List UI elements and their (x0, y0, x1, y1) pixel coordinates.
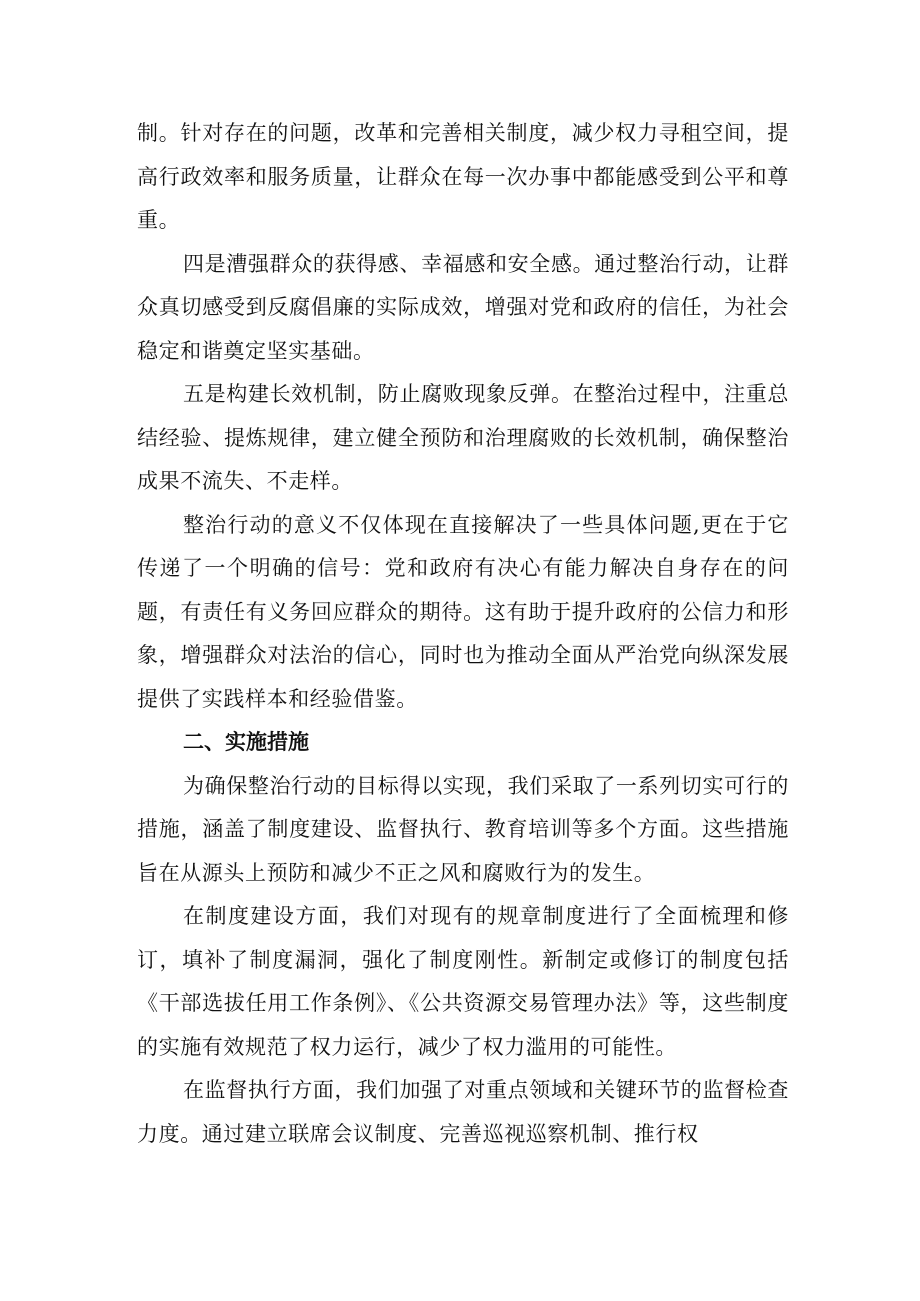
paragraph-measures-intro: 为确保整治行动的目标得以实现，我们采取了一系列切实可行的措施，涵盖了制度建设、监督执行、教育培训等多个方面。这些措施旨在从源头上预防和减少不正之风和腐败行为的发生。 (137, 773, 789, 885)
document-body (137, 112, 789, 1156)
paragraph-institution-building: 在制度建设方面，我们对现有的规章制度进行了全面梳理和修订，填补了制度漏洞，强化了制度刚性。新制定或修订的制度包括《干部选拔任用工作条例》、《公共资源交易管理办法》等，这些制度的实施有效规范了权力运行，减少了权力滥用的可能性。 (137, 904, 789, 1059)
paragraph-continuation: 制。针对存在的问题，改革和完善相关制度，减少权力寻租空间，提高行政效率和服务质量，让群众在每一次办事中都能感受到公平和尊重。 (137, 121, 789, 232)
paragraph-significance: 整治行动的意义不仅体现在直接解决了一些具体问题,更在于它传递了一个明确的信号：党和政府有决心有能力解决自身存在的问题，有责任有义务回应群众的期待。这有助于提升政府的公信力和形象，增强群众对法治的信心，同时也为推动全面从严治党向纵深发展提供了实践样本和经验借鉴。 (137, 512, 789, 711)
section-heading: 二、实施措施 (183, 730, 309, 754)
paragraph-goal-five: 五是构建长效机制，防止腐败现象反弹。在整治过程中，注重总结经验、提炼规律，建立健全预防和治理腐败的长效机制，确保整治成果不流失、不走样。 (137, 382, 789, 493)
paragraph-goal-four: 四是漕强群众的获得感、幸福感和安全感。通过整治行动，让群众真切感受到反腐倡廉的实际成效，增强对党和政府的信任，为社会稳定和谐奠定坚实基础。 (137, 251, 789, 363)
paragraph-supervision: 在监督执行方面，我们加强了对重点领域和关键环节的监督检查力度。通过建立联席会议制度、完善巡视巡察机制、推行权 (137, 1078, 789, 1146)
